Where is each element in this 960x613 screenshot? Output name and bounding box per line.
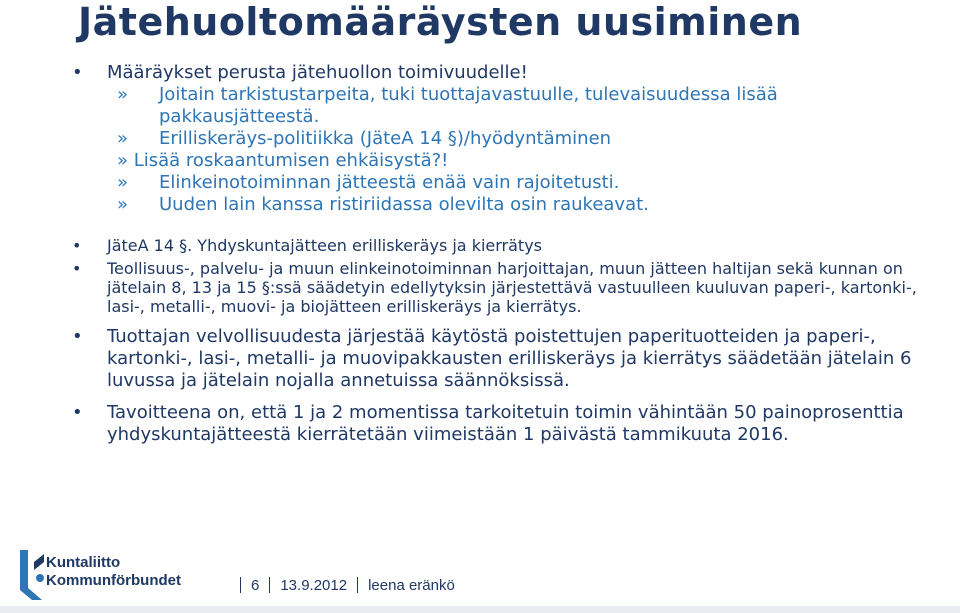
footer-divider	[357, 577, 358, 593]
bullet-jatea-paragraph-2: • Tuottajan velvollisuudesta järjestää käytöstä poistettujen paperituotteiden ja paperi-, kartonki-, lasi-, metalli- ja muovipakkausten erilliskeräys ja kierrätys säädetään jätelain 6 luvussa ja jätelain nojalla annetuissa säännöksissä.	[72, 326, 932, 392]
slide-title: Jätehuoltomääräysten uusiminen	[78, 0, 803, 44]
sub-bullet-1: » Joitain tarkistustarpeita, tuki tuottajavastuulle, tulevaisuudessa lisää pakkausjätteestä.	[117, 84, 932, 128]
bullet-main: • Määräykset perusta jätehuollon toimivuudelle!	[72, 62, 932, 84]
slide-footer	[230, 576, 455, 594]
sub-bullet-3: » Lisää roskaantumisen ehkäisystä?!	[117, 150, 449, 171]
logo-line-2: Kommunförbundet	[46, 572, 181, 589]
sub-bullet-5: » Uuden lain kanssa ristiriidassa olevilta osin raukeavat.	[117, 194, 932, 216]
footer-date: 13.9.2012	[280, 576, 348, 594]
logo-line-1: Kuntaliitto	[46, 554, 121, 571]
bullet-jatea-paragraph-3: • Tavoitteena on, että 1 ja 2 momentissa tarkoitetuin toimin vähintään 50 painoprosenttia yhdyskuntajätteestä kierrätetään viimeistään 1 päivästä tammikuuta 2016.	[72, 402, 932, 446]
footer-band	[0, 606, 960, 613]
sub-bullet-2: » Erilliskeräys-politiikka (JäteA 14 §)/hyödyntäminen	[117, 128, 932, 150]
footer-author: leena eränkö	[368, 576, 455, 594]
bullet-jatea-paragraph-1: • Teollisuus-, palvelu- ja muun elinkeinotoiminnan harjoittajan, muun jätteen haltijan sekä kunnan on jätelain 8, 13 ja 15 §:ssä säädetyin edellytyksin järjestettävä vastuulleen kuuluvan paperi-, kartonki-, lasi-, metalli-, muovi- ja biojätteen erilliskeräys ja kierrätys.	[72, 259, 932, 316]
bullet-jatea-heading: • JäteA 14 §. Yhdyskuntajätteen erilliskeräys ja kierrätys	[72, 236, 932, 255]
page-number: 6	[251, 576, 260, 594]
sub-bullet-4: » Elinkeinotoiminnan jätteestä enää vain rajoitetusti.	[117, 172, 932, 194]
footer-divider	[269, 577, 270, 593]
footer-divider	[240, 577, 241, 593]
slide-content	[72, 62, 932, 446]
logo-text	[46, 554, 181, 590]
